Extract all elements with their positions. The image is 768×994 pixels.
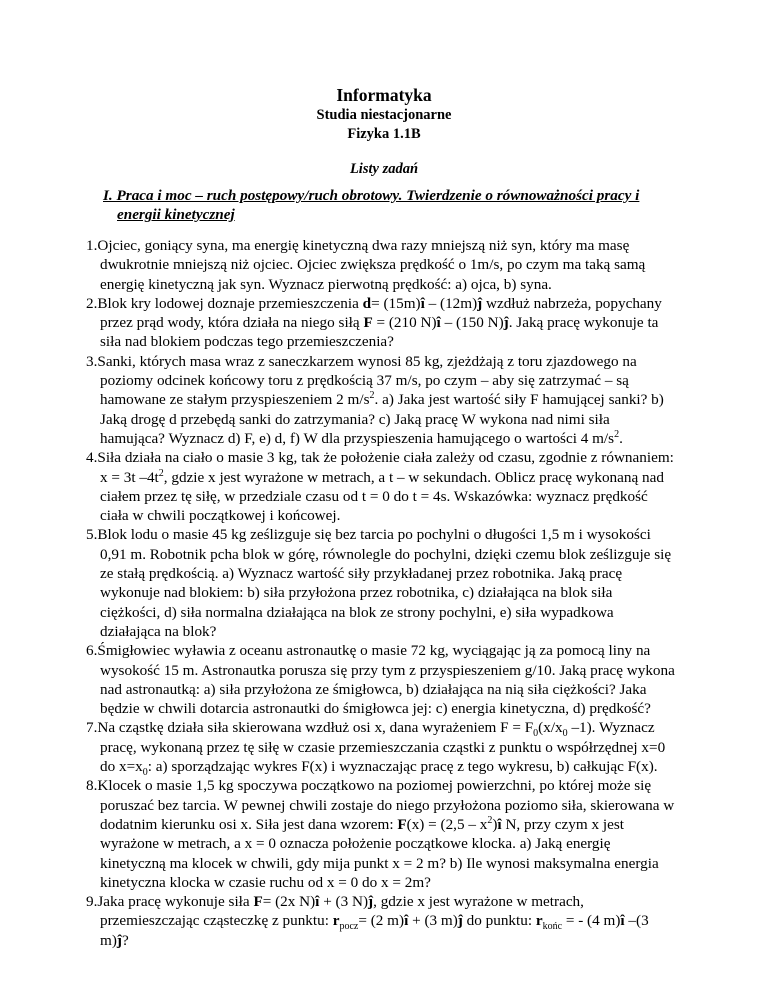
problem-text-segment: ĵ <box>503 314 509 332</box>
problem-text-segment: = (2 m) <box>358 912 405 930</box>
problem-text-segment: , gdzie x jest wyrażone w metrach, a t – w sekundach. Oblicz pracę wykonaną nad ciałem przez tę siłę, w przedziale czasu od t = 0 do t = 4s. Wskazówka: wyznacz prędkość ciała w chwili początkowej i końcowej. <box>100 468 664 525</box>
problem-text-segment: , gdzie x jest wyrażone w metrach, przemieszczając cząsteczkę z punktu: <box>100 893 584 930</box>
problem-text-segment: 6.Śmigłowiec wyławia z oceanu astronautkę o masie 72 kg, wyciągając ją za pomocą liny na wysokość 15 m. Astronautka porusza się przy tym z przyspieszeniem g/10. Jaką pracę wykona nad astronautką: a) siła przyłożona ze śmigłowca, b) działająca na nią siła ciężkości? Jaka będzie w chwili dotarcia astronautki do śmigłowca jej: c) energia kinetyczna, d) prędkość? <box>86 642 675 718</box>
problem-text-segment: do punktu: <box>462 912 536 930</box>
problem-text-segment: –(3 m) <box>100 912 649 949</box>
problem-text-segment: 3.Sanki, których masa wraz z saneczkarzem wynosi 85 kg, zjeżdżają z toru zjazdowego na poziomy odcinek końcowy toru z prędkością 37 m/s, po czym – aby się zatrzymać – są hamowane ze stałym przyspieszeniem 2 m/s <box>86 352 637 409</box>
problem-text-segment: ĵ <box>368 893 374 911</box>
problem-text-segment: 2.Blok kry lodowej doznaje przemieszczenia <box>86 294 363 312</box>
problem-text-segment: 0 <box>533 728 539 740</box>
problem-text-segment: wzdłuż nabrzeża, popychany przez prąd wody, która działa na niego siłą <box>100 294 662 332</box>
problem-text-segment: + (3 m) <box>408 912 458 930</box>
problem-text-segment: F <box>363 314 373 332</box>
course-code-subtitle: Fizyka 1.1B <box>347 126 421 142</box>
problem-list <box>86 236 676 950</box>
problem-text-segment: F <box>397 815 407 833</box>
problem-text-segment: r <box>332 912 340 930</box>
problem-text-segment: – (12m) <box>424 294 478 312</box>
problem-text-segment: î <box>315 893 320 911</box>
problem-text-segment: 2 <box>614 428 620 440</box>
problem-text-segment: –1). Wyznacz pracę, wykonaną przez tę siłę w czasie przemieszczania cząstki z punktu o współrzędnej x=0 do x=x <box>100 719 666 776</box>
problem-text-segment: : a) sporządzając wykres F(x) i wyznaczając pracę z tego wykresu, b) całkując F(x). <box>147 758 658 776</box>
problem-text-segment: 0 <box>562 728 568 740</box>
problem-text-segment: = (15m) <box>371 294 421 312</box>
problem-text-segment: î <box>436 314 441 332</box>
problem-text-segment: = - (4 m) <box>562 912 621 930</box>
problem-text-segment: = (2x N) <box>262 893 316 911</box>
problem-text-segment: . Jaką pracę wykonuje ta siła nad blokiem podczas tego przemieszczenia? <box>100 314 659 351</box>
problem-text-segment: = (210 N) <box>372 314 437 332</box>
problem-item <box>86 236 676 294</box>
problem-lists-heading: Listy zadań <box>349 161 419 177</box>
problem-text-segment: ) <box>492 815 498 833</box>
problem-text-segment: î <box>404 912 409 930</box>
section-heading: I. Praca i moc – ruch postępowy/ruch obrotowy. Twierdzenie o równoważności pracy i energii kinetycznej <box>103 187 640 224</box>
problem-text-segment: N, przy czym x jest wyrażone w metrach, a x = 0 oznacza położenie początkowe klocka. a) Jaką energię kinetyczną ma klocek w chwili, gdy mija punkt x = 2 m? b) Ile wynosi maksymalna energia kinetyczna klocka w czasie ruchu od x = 0 do x = 2m? <box>100 815 659 891</box>
problem-text-segment: î <box>497 815 502 833</box>
problem-item <box>86 448 676 525</box>
problem-text-segment: (x/x <box>538 719 563 737</box>
problem-text-segment: ĵ <box>116 931 122 949</box>
problem-text-segment: 2 <box>487 814 493 826</box>
problem-item <box>86 776 676 892</box>
problem-text-segment: d <box>362 294 372 312</box>
problem-item <box>86 352 676 448</box>
problem-text-segment: 5.Blok lodu o masie 45 kg ześlizguje się bez tarcia po pochylni o długości 1,5 m i wysokości 0,91 m. Robotnik pcha blok w górę, równolegle do pochylni, dzięki czemu blok ześlizguje się ze stałą prędkością. a) Wyznacz wartość siły przykładanej przez robotnika. Jaką pracę wykonuje nad blokiem: b) siła przyłożona przez robotnika, c) działająca na blok siła ciężkości, d) siła normalna działająca na blok ze strony pochylni, e) siła wypadkowa działająca na blok? <box>86 526 672 640</box>
problem-text-segment: + (3 N) <box>319 893 369 911</box>
problem-item <box>86 892 676 950</box>
study-mode-subtitle: Studia niestacjonarne <box>316 107 452 123</box>
page-title: Informatyka <box>336 85 432 105</box>
problem-text-segment: 9.Jaka pracę wykonuje siła <box>86 893 254 911</box>
problem-text-segment: . a) Jaka jest wartość siły F hamującej sanki? b) Jaką drogę d przebędą sanki do zatrzymania? c) Jaką pracę W wykona nad nimi siła hamująca? Wyznacz d) F, e) d, f) W dla przyspieszenia hamującego o wartości 4 m/s <box>100 391 664 447</box>
problem-text-segment: ? <box>121 931 129 949</box>
problem-text-segment: 7.Na cząstkę działa siła skierowana wzdłuż osi x, dana wyrażeniem F = F <box>86 719 534 737</box>
problem-text-segment: końc <box>542 921 563 933</box>
problem-text-segment: 2 <box>158 467 164 479</box>
problem-item <box>86 294 676 352</box>
problem-item <box>86 718 676 779</box>
problem-text-segment: ĵ <box>457 912 463 930</box>
problem-text-segment: F <box>253 893 263 911</box>
problem-text-segment: î <box>620 912 625 930</box>
problem-text-segment: 4.Siła działa na ciało o masie 3 kg, tak że położenie ciała zależy od czasu, zgodnie z równaniem: x = 3t –4t <box>86 449 674 486</box>
problem-text-segment: 8.Klocek o masie 1,5 kg spoczywa początkowo na poziomej powierzchni, po której może się poruszać bez tarcia. W pewnej chwili zostaje do niego przyłożona poziomo siła, skierowana w dodatnim kierunku osi x. Siła jest dana wzorem: <box>86 777 675 833</box>
problem-text-segment: . <box>619 429 623 447</box>
problem-text-segment: r <box>535 912 543 930</box>
problem-text-segment: 1.Ojciec, goniący syna, ma energię kinetyczną dwa razy mniejszą niż syn, który ma masę dwukrotnie mniejszą niż ojciec. Ojciec zwiększa prędkość o 1m/s, po czym ma taką samą energię kinetyczną jak syn. Wyznacz pierwotną prędkość: a) ojca, b) syna. <box>86 237 646 293</box>
problem-text-segment: 2 <box>369 390 375 402</box>
problem-text-segment: pocz <box>339 921 359 933</box>
problem-item <box>86 525 676 641</box>
problem-text-segment: 0 <box>142 767 148 779</box>
problem-text-segment: ĵ <box>477 294 483 312</box>
problem-item <box>86 641 676 718</box>
problem-text-segment: î <box>420 294 425 312</box>
problem-text-segment: – (150 N) <box>440 314 504 332</box>
problem-text-segment: (x) = (2,5 – x <box>406 815 488 833</box>
